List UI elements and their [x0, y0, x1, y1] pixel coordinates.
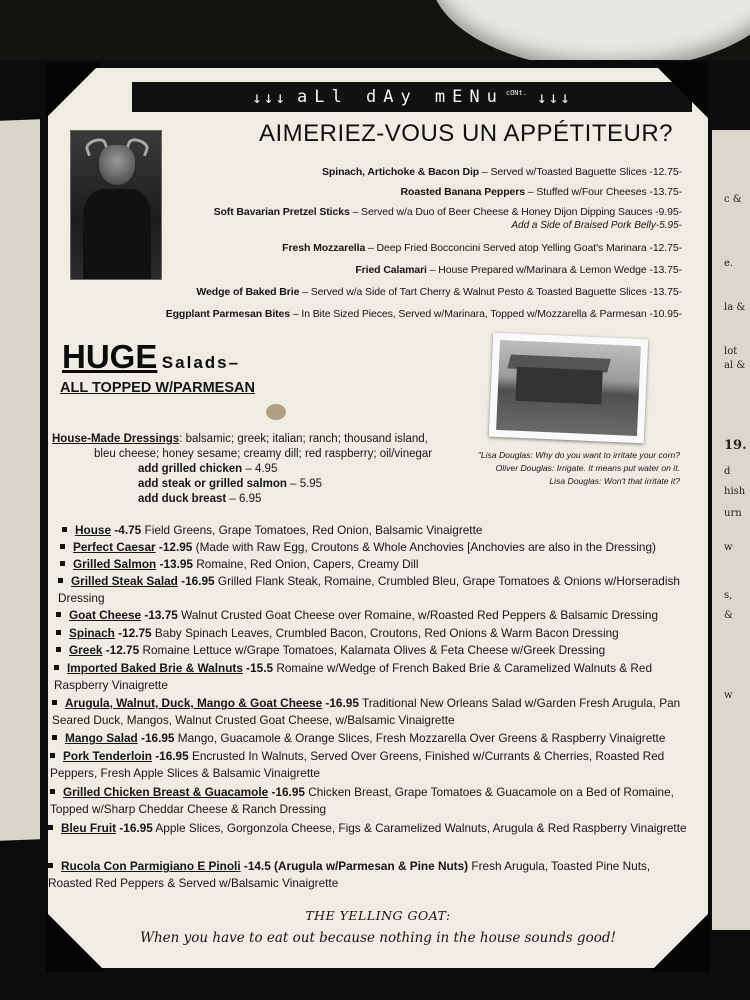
side-text: & — [724, 610, 733, 621]
corner-tab — [650, 912, 710, 972]
appetizer-addon: Add a Side of Braised Pork Belly-5.95- — [511, 220, 682, 231]
salad-item: Arugula, Walnut, Duck, Mango & Goat Cheese -16.95 Traditional New Orleans Salad w/Garden Fresh Arugula, Pan Seared Duck, Mangos, Walnut Crusted Goat Cheese, w/Balsamic Vinaigrette — [52, 696, 681, 727]
farm-photo-image — [489, 333, 648, 444]
salad-item: Grilled Steak Salad -16.95 Grilled Flank Steak, Romaine, Crumbled Bleu, Grape Tomatoes & Onions w/Horseradish Dressing — [58, 574, 680, 605]
salad-item: Greek -12.75 Romaine Lettuce w/Grape Tomatoes, Kalamata Olives & Feta Cheese w/Greek Dressing — [56, 642, 696, 659]
dressings-block: House-Made Dressings: balsamic; greek; italian; ranch; thousand island, bleu cheese; honey sesame; creamy dill; red raspberry; oil/vinegar add grilled chicken – 4.95 add steak or grilled salmon – 5.95 add duck breast – 6.95 — [52, 433, 433, 505]
appetizer-item: Spinach, Artichoke & Bacon Dip – Served w/Toasted Baguette Slices -12.75- — [322, 166, 682, 178]
menu-header-bar — [132, 82, 692, 112]
side-text: al & — [724, 360, 746, 371]
menu-page — [48, 68, 708, 968]
side-text: w — [724, 690, 733, 701]
side-text: 19. — [724, 438, 747, 453]
quote-line: "Lisa Douglas: Why do you want to irritate your corn? — [477, 450, 680, 460]
salads-subtitle: ALL TOPPED W/PARMESAN — [60, 380, 255, 396]
salad-item: Perfect Caesar -12.95 (Made with Raw Egg, Croutons & Whole Anchovies [Anchovies are also in the Dressing) — [60, 539, 700, 556]
side-text: lot — [724, 346, 738, 357]
salads-title: HUGE Salads– — [62, 338, 241, 375]
appetizer-item: Wedge of Baked Brie – Served w/a Side of Tart Cherry & Walnut Pesto & Toasted Baguette Slices -13.75- — [196, 286, 682, 298]
side-text: c & — [724, 194, 742, 205]
salad-item: Imported Baked Brie & Walnuts -15.5 Romaine w/Wedge of French Baked Brie & Caramelized Walnuts & Red Raspberry Vinaigrette — [54, 661, 653, 692]
appetizer-item: Fresh Mozzarella – Deep Fried Bocconcini Served atop Yelling Goat's Marinara -12.75- — [282, 242, 682, 254]
right-page-edge — [712, 130, 750, 930]
salad-item: Grilled Chicken Breast & Guacamole -16.95 Chicken Breast, Grape Tomatoes & Guacamole on a Bed of Romaine, Topped w/Sharp Cheddar Cheese & Ranch Dressing — [50, 785, 674, 816]
arrows-right-icon: ↓↓↓ — [536, 87, 572, 107]
corner-tab — [652, 62, 708, 118]
dressings-list: bleu cheese; honey sesame; creamy dill; red raspberry; oil/vinegar — [94, 448, 433, 460]
appetizer-item: Roasted Banana Peppers – Stuffed w/Four Cheeses -13.75- — [400, 186, 682, 198]
salad-addon: add steak or grilled salmon – 5.95 — [138, 478, 323, 490]
salad-item: Bleu Fruit -16.95 Apple Slices, Gorgonzola Cheese, Figs & Caramelized Walnuts, Arugula & Red Raspberry Vinaigrette — [48, 820, 688, 837]
dressings-label: House-Made Dressings — [52, 433, 180, 445]
footer-title: THE YELLING GOAT: — [305, 908, 451, 923]
goat-portrait-image — [70, 130, 162, 280]
side-text: s, — [724, 590, 733, 601]
salad-item: Rucola Con Parmigiano E Pinoli -14.5 (Arugula w/Parmesan & Pine Nuts) Fresh Arugula, Toasted Pine Nuts, Roasted Red Peppers & Served w/Balsamic Vinaigrette — [48, 859, 651, 890]
food-stain — [266, 404, 286, 420]
quote-line: Lisa Douglas: Won't that irritate it? — [549, 476, 680, 486]
salad-item: House -4.75 Field Greens, Grape Tomatoes, Red Onion, Balsamic Vinaigrette — [62, 522, 702, 539]
menu-header-title: aLl dAy mENu $^{cONt.}$ — [297, 87, 527, 107]
appetizer-item: Soft Bavarian Pretzel Sticks – Served w/a Duo of Beer Cheese & Honey Dijon Dipping Sauces -9.95- — [213, 206, 682, 218]
side-text: w — [724, 542, 733, 553]
salad-addon: add duck breast – 6.95 — [138, 493, 262, 505]
corner-tab — [46, 912, 106, 972]
side-text: la & — [724, 302, 746, 313]
side-text: urn — [724, 508, 742, 519]
corner-tab — [46, 62, 102, 118]
quote-line: Oliver Douglas: Irrigate. It means put water on it. — [495, 463, 680, 473]
salad-item: Mango Salad -16.95 Mango, Guacamole & Orange Slices, Fresh Mozzarella Over Greens & Raspberry Vinaigrette — [52, 730, 692, 747]
salad-item: Spinach -12.75 Baby Spinach Leaves, Crumbled Bacon, Croutons, Red Onions & Warm Bacon Dressing — [56, 625, 696, 642]
side-text: hish — [724, 486, 746, 497]
arrows-left-icon: ↓↓↓ — [252, 87, 288, 107]
side-text: e. — [724, 258, 734, 269]
salad-item: Pork Tenderloin -16.95 Encrusted In Walnuts, Served Over Greens, Finished w/Currants & Cherries, Roasted Red Peppers, Fresh Apple Slices & Balsamic Vinaigrette — [50, 749, 665, 780]
appetizer-item: Eggplant Parmesan Bites – In Bite Sized Pieces, Served w/Marinara, Topped w/Mozzarella & Parmesan -10.95- — [165, 308, 682, 320]
salad-item: Grilled Salmon -13.95 Romaine, Red Onion, Capers, Creamy Dill — [60, 556, 700, 573]
side-text: d — [724, 466, 731, 477]
appetizer-item: Fried Calamari – House Prepared w/Marinara & Lemon Wedge -13.75- — [355, 264, 682, 276]
salad-item: Goat Cheese -13.75 Walnut Crusted Goat Cheese over Romaine, w/Roasted Red Peppers & Balsamic Dressing — [56, 607, 696, 624]
salad-addon: add grilled chicken – 4.95 — [138, 463, 278, 475]
left-page-edge — [0, 119, 40, 840]
footer-tagline: When you have to eat out because nothing in the house sounds good! — [140, 930, 616, 946]
appetizers-title: AIMERIEZ-VOUS UN APPÉTITEUR? — [258, 120, 674, 147]
header-cont: cONt. — [505, 89, 527, 98]
